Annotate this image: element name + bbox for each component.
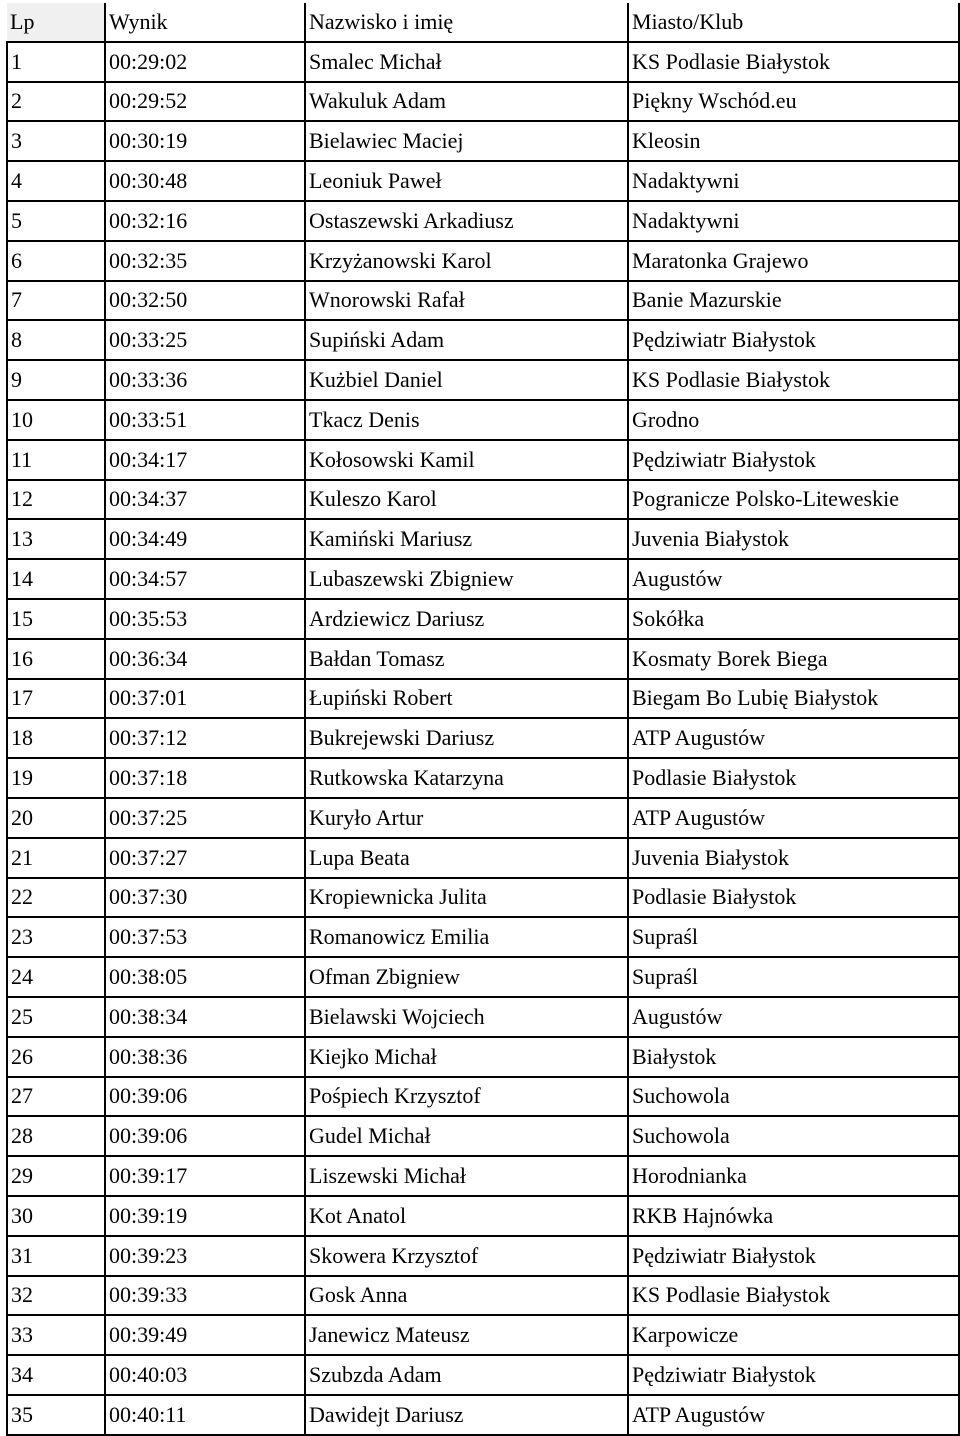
cell-lp: 17 bbox=[7, 679, 105, 719]
table-row bbox=[7, 718, 959, 758]
cell-lp: 7 bbox=[7, 281, 105, 321]
table-row bbox=[7, 599, 959, 639]
table-row bbox=[7, 639, 959, 679]
cell-lp: 34 bbox=[7, 1355, 105, 1395]
table-row bbox=[7, 917, 959, 957]
cell-lp: 32 bbox=[7, 1276, 105, 1316]
cell-wynik: 00:34:57 bbox=[105, 559, 305, 599]
table-row bbox=[7, 1236, 959, 1276]
cell-nazwisko-i-imie: Bielawiec Maciej bbox=[305, 121, 628, 161]
cell-miasto-klub: Nadaktywni bbox=[628, 161, 959, 201]
cell-miasto-klub: Supraśl bbox=[628, 917, 959, 957]
cell-lp: 15 bbox=[7, 599, 105, 639]
table-row bbox=[7, 121, 959, 161]
cell-nazwisko-i-imie: Kuleszo Karol bbox=[305, 480, 628, 520]
cell-miasto-klub: Pędziwiatr Białystok bbox=[628, 320, 959, 360]
cell-lp: 21 bbox=[7, 838, 105, 878]
cell-wynik: 00:36:34 bbox=[105, 639, 305, 679]
cell-nazwisko-i-imie: Wnorowski Rafał bbox=[305, 281, 628, 321]
cell-lp: 24 bbox=[7, 957, 105, 997]
cell-miasto-klub: Banie Mazurskie bbox=[628, 281, 959, 321]
cell-miasto-klub: Sokółka bbox=[628, 599, 959, 639]
cell-miasto-klub: Maratonka Grajewo bbox=[628, 241, 959, 281]
cell-miasto-klub: KS Podlasie Białystok bbox=[628, 42, 959, 82]
cell-miasto-klub: ATP Augustów bbox=[628, 718, 959, 758]
cell-lp: 6 bbox=[7, 241, 105, 281]
table-row bbox=[7, 161, 959, 201]
cell-nazwisko-i-imie: Romanowicz Emilia bbox=[305, 917, 628, 957]
cell-lp: 29 bbox=[7, 1156, 105, 1196]
cell-wynik: 00:33:51 bbox=[105, 400, 305, 440]
results-body bbox=[7, 42, 959, 1435]
table-row bbox=[7, 1276, 959, 1316]
table-row bbox=[7, 320, 959, 360]
cell-miasto-klub: Horodnianka bbox=[628, 1156, 959, 1196]
cell-miasto-klub: Podlasie Białystok bbox=[628, 758, 959, 798]
table-row bbox=[7, 1156, 959, 1196]
cell-nazwisko-i-imie: Kropiewnicka Julita bbox=[305, 878, 628, 918]
cell-lp: 35 bbox=[7, 1395, 105, 1435]
cell-nazwisko-i-imie: Kamiński Mariusz bbox=[305, 519, 628, 559]
cell-lp: 18 bbox=[7, 718, 105, 758]
cell-nazwisko-i-imie: Janewicz Mateusz bbox=[305, 1315, 628, 1355]
cell-wynik: 00:37:01 bbox=[105, 679, 305, 719]
cell-nazwisko-i-imie: Ostaszewski Arkadiusz bbox=[305, 201, 628, 241]
table-row bbox=[7, 440, 959, 480]
cell-nazwisko-i-imie: Bałdan Tomasz bbox=[305, 639, 628, 679]
table-row bbox=[7, 400, 959, 440]
cell-wynik: 00:37:12 bbox=[105, 718, 305, 758]
cell-nazwisko-i-imie: Rutkowska Katarzyna bbox=[305, 758, 628, 798]
cell-wynik: 00:32:35 bbox=[105, 241, 305, 281]
cell-miasto-klub: Grodno bbox=[628, 400, 959, 440]
cell-miasto-klub: Pędziwiatr Białystok bbox=[628, 440, 959, 480]
cell-wynik: 00:38:05 bbox=[105, 957, 305, 997]
cell-nazwisko-i-imie: Bielawski Wojciech bbox=[305, 997, 628, 1037]
cell-nazwisko-i-imie: Wakuluk Adam bbox=[305, 82, 628, 122]
cell-nazwisko-i-imie: Łupiński Robert bbox=[305, 679, 628, 719]
cell-miasto-klub: Pędziwiatr Białystok bbox=[628, 1355, 959, 1395]
cell-miasto-klub: Augustów bbox=[628, 559, 959, 599]
cell-wynik: 00:32:50 bbox=[105, 281, 305, 321]
table-row bbox=[7, 559, 959, 599]
cell-lp: 5 bbox=[7, 201, 105, 241]
cell-nazwisko-i-imie: Szubzda Adam bbox=[305, 1355, 628, 1395]
cell-miasto-klub: Białystok bbox=[628, 1037, 959, 1077]
cell-lp: 28 bbox=[7, 1116, 105, 1156]
table-row bbox=[7, 241, 959, 281]
table-row bbox=[7, 1196, 959, 1236]
cell-miasto-klub: Pędziwiatr Białystok bbox=[628, 1236, 959, 1276]
header-lp: Lp bbox=[7, 3, 105, 42]
cell-nazwisko-i-imie: Kuryło Artur bbox=[305, 798, 628, 838]
cell-lp: 30 bbox=[7, 1196, 105, 1236]
cell-wynik: 00:39:33 bbox=[105, 1276, 305, 1316]
cell-lp: 19 bbox=[7, 758, 105, 798]
cell-lp: 8 bbox=[7, 320, 105, 360]
cell-nazwisko-i-imie: Supiński Adam bbox=[305, 320, 628, 360]
cell-wynik: 00:33:25 bbox=[105, 320, 305, 360]
cell-miasto-klub: Piękny Wschód.eu bbox=[628, 82, 959, 122]
cell-nazwisko-i-imie: Kużbiel Daniel bbox=[305, 360, 628, 400]
cell-wynik: 00:34:49 bbox=[105, 519, 305, 559]
cell-nazwisko-i-imie: Gosk Anna bbox=[305, 1276, 628, 1316]
cell-wynik: 00:30:19 bbox=[105, 121, 305, 161]
cell-nazwisko-i-imie: Kot Anatol bbox=[305, 1196, 628, 1236]
cell-lp: 25 bbox=[7, 997, 105, 1037]
table-row bbox=[7, 679, 959, 719]
cell-wynik: 00:37:27 bbox=[105, 838, 305, 878]
cell-wynik: 00:40:11 bbox=[105, 1395, 305, 1435]
cell-wynik: 00:34:17 bbox=[105, 440, 305, 480]
cell-wynik: 00:37:25 bbox=[105, 798, 305, 838]
cell-miasto-klub: Podlasie Białystok bbox=[628, 878, 959, 918]
cell-wynik: 00:29:52 bbox=[105, 82, 305, 122]
header-row bbox=[7, 3, 959, 42]
cell-miasto-klub: Suchowola bbox=[628, 1116, 959, 1156]
cell-lp: 2 bbox=[7, 82, 105, 122]
table-row bbox=[7, 957, 959, 997]
cell-miasto-klub: Kleosin bbox=[628, 121, 959, 161]
cell-lp: 11 bbox=[7, 440, 105, 480]
header-wynik: Wynik bbox=[105, 3, 305, 42]
cell-lp: 9 bbox=[7, 360, 105, 400]
cell-wynik: 00:39:49 bbox=[105, 1315, 305, 1355]
cell-miasto-klub: ATP Augustów bbox=[628, 1395, 959, 1435]
table-row bbox=[7, 519, 959, 559]
cell-wynik: 00:39:23 bbox=[105, 1236, 305, 1276]
table-row bbox=[7, 1116, 959, 1156]
cell-lp: 14 bbox=[7, 559, 105, 599]
header-miasto-klub: Miasto/Klub bbox=[628, 3, 959, 42]
cell-nazwisko-i-imie: Kołosowski Kamil bbox=[305, 440, 628, 480]
cell-wynik: 00:39:06 bbox=[105, 1116, 305, 1156]
cell-miasto-klub: RKB Hajnówka bbox=[628, 1196, 959, 1236]
cell-nazwisko-i-imie: Bukrejewski Dariusz bbox=[305, 718, 628, 758]
cell-wynik: 00:37:53 bbox=[105, 917, 305, 957]
table-row bbox=[7, 878, 959, 918]
cell-wynik: 00:35:53 bbox=[105, 599, 305, 639]
cell-lp: 13 bbox=[7, 519, 105, 559]
cell-miasto-klub: Kosmaty Borek Biega bbox=[628, 639, 959, 679]
cell-lp: 16 bbox=[7, 639, 105, 679]
cell-miasto-klub: ATP Augustów bbox=[628, 798, 959, 838]
cell-wynik: 00:40:03 bbox=[105, 1355, 305, 1395]
cell-nazwisko-i-imie: Lubaszewski Zbigniew bbox=[305, 559, 628, 599]
cell-nazwisko-i-imie: Tkacz Denis bbox=[305, 400, 628, 440]
cell-miasto-klub: Karpowicze bbox=[628, 1315, 959, 1355]
cell-wynik: 00:37:18 bbox=[105, 758, 305, 798]
cell-lp: 10 bbox=[7, 400, 105, 440]
cell-miasto-klub: Suchowola bbox=[628, 1077, 959, 1117]
cell-miasto-klub: Supraśl bbox=[628, 957, 959, 997]
table-row bbox=[7, 1395, 959, 1435]
table-row bbox=[7, 1037, 959, 1077]
cell-lp: 12 bbox=[7, 480, 105, 520]
cell-miasto-klub: KS Podlasie Białystok bbox=[628, 1276, 959, 1316]
cell-lp: 3 bbox=[7, 121, 105, 161]
cell-wynik: 00:29:02 bbox=[105, 42, 305, 82]
cell-miasto-klub: Augustów bbox=[628, 997, 959, 1037]
table-row bbox=[7, 1315, 959, 1355]
cell-miasto-klub: Nadaktywni bbox=[628, 201, 959, 241]
cell-wynik: 00:39:06 bbox=[105, 1077, 305, 1117]
cell-wynik: 00:32:16 bbox=[105, 201, 305, 241]
table-row bbox=[7, 1077, 959, 1117]
cell-miasto-klub: KS Podlasie Białystok bbox=[628, 360, 959, 400]
cell-nazwisko-i-imie: Liszewski Michał bbox=[305, 1156, 628, 1196]
table-row bbox=[7, 42, 959, 82]
table-row bbox=[7, 1355, 959, 1395]
cell-wynik: 00:34:37 bbox=[105, 480, 305, 520]
cell-wynik: 00:39:19 bbox=[105, 1196, 305, 1236]
cell-nazwisko-i-imie: Ardziewicz Dariusz bbox=[305, 599, 628, 639]
cell-nazwisko-i-imie: Dawidejt Dariusz bbox=[305, 1395, 628, 1435]
cell-nazwisko-i-imie: Leoniuk Paweł bbox=[305, 161, 628, 201]
cell-wynik: 00:33:36 bbox=[105, 360, 305, 400]
cell-nazwisko-i-imie: Gudel Michał bbox=[305, 1116, 628, 1156]
cell-miasto-klub: Juvenia Białystok bbox=[628, 838, 959, 878]
cell-nazwisko-i-imie: Lupa Beata bbox=[305, 838, 628, 878]
cell-miasto-klub: Pogranicze Polsko-Liteweskie bbox=[628, 480, 959, 520]
cell-lp: 22 bbox=[7, 878, 105, 918]
cell-miasto-klub: Juvenia Białystok bbox=[628, 519, 959, 559]
cell-wynik: 00:37:30 bbox=[105, 878, 305, 918]
cell-lp: 33 bbox=[7, 1315, 105, 1355]
table-row bbox=[7, 758, 959, 798]
results-table bbox=[6, 3, 960, 1436]
table-row bbox=[7, 480, 959, 520]
cell-lp: 26 bbox=[7, 1037, 105, 1077]
cell-lp: 1 bbox=[7, 42, 105, 82]
cell-nazwisko-i-imie: Smalec Michał bbox=[305, 42, 628, 82]
cell-nazwisko-i-imie: Krzyżanowski Karol bbox=[305, 241, 628, 281]
table-row bbox=[7, 281, 959, 321]
table-row bbox=[7, 838, 959, 878]
cell-lp: 20 bbox=[7, 798, 105, 838]
cell-wynik: 00:30:48 bbox=[105, 161, 305, 201]
cell-wynik: 00:38:34 bbox=[105, 997, 305, 1037]
table-row bbox=[7, 82, 959, 122]
cell-miasto-klub: Biegam Bo Lubię Białystok bbox=[628, 679, 959, 719]
cell-lp: 4 bbox=[7, 161, 105, 201]
cell-lp: 23 bbox=[7, 917, 105, 957]
cell-lp: 27 bbox=[7, 1077, 105, 1117]
table-row bbox=[7, 798, 959, 838]
table-row bbox=[7, 360, 959, 400]
table-row bbox=[7, 997, 959, 1037]
cell-lp: 31 bbox=[7, 1236, 105, 1276]
cell-wynik: 00:39:17 bbox=[105, 1156, 305, 1196]
cell-nazwisko-i-imie: Skowera Krzysztof bbox=[305, 1236, 628, 1276]
header-nazwisko-i-imie: Nazwisko i imię bbox=[305, 3, 628, 42]
cell-nazwisko-i-imie: Ofman Zbigniew bbox=[305, 957, 628, 997]
cell-nazwisko-i-imie: Kiejko Michał bbox=[305, 1037, 628, 1077]
table-row bbox=[7, 201, 959, 241]
cell-nazwisko-i-imie: Pośpiech Krzysztof bbox=[305, 1077, 628, 1117]
cell-wynik: 00:38:36 bbox=[105, 1037, 305, 1077]
